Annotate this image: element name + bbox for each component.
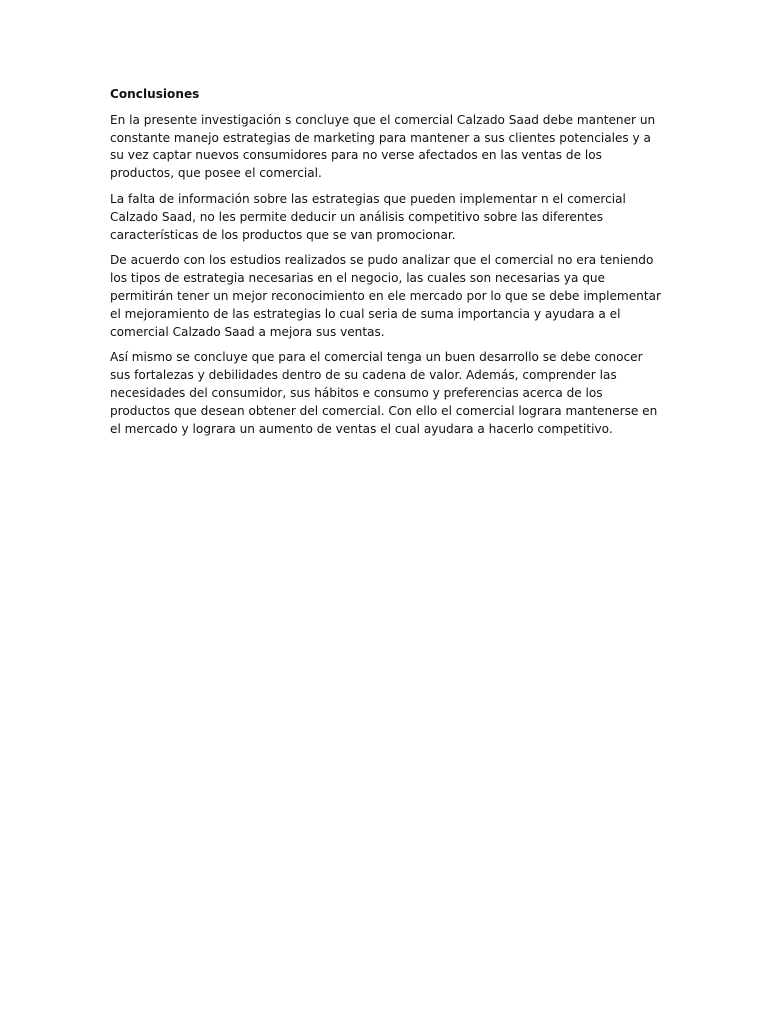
paragraph-2: La falta de información sobre las estrategias que pueden implementar n el comercial Calzado Saad, no les permite deducir un análisis competitivo sobre las diferentes características de los productos que se van promocionar. (110, 191, 626, 242)
section-heading: Conclusiones (110, 87, 200, 101)
paragraph-1: En la presente investigación s concluye que el comercial Calzado Saad debe mantener un constante manejo estrategias de marketing para mantener a sus clientes potenciales y a su vez captar nuevos consumidores para no verse afectados en las ventas de los productos, que posee el comercial. (110, 112, 656, 181)
document-body (110, 86, 662, 446)
paragraph-3: De acuerdo con los estudios realizados se pudo analizar que el comercial no era teniendo los tipos de estrategia necesarias en el negocio, las cuales son necesarias ya que permitirán tener un mejor reconocimiento en ele mercado por lo que se debe implementar el mejoramiento de las estrategias lo cual seria de suma importancia y ayudara a el comercial Calzado Saad a mejora sus ventas. (110, 253, 661, 339)
paragraph-4: Así mismo se concluye que para el comercial tenga un buen desarrollo se debe conocer sus fortalezas y debilidades dentro de su cadena de valor. Además, comprender las necesidades del consumidor, sus hábitos e consumo y preferencias acerca de los productos que desean obtener del comercial. Con ello el comercial lograra mantenerse en el mercado y lograra un aumento de ventas el cual ayudara a hacerlo competitivo. (110, 350, 658, 436)
